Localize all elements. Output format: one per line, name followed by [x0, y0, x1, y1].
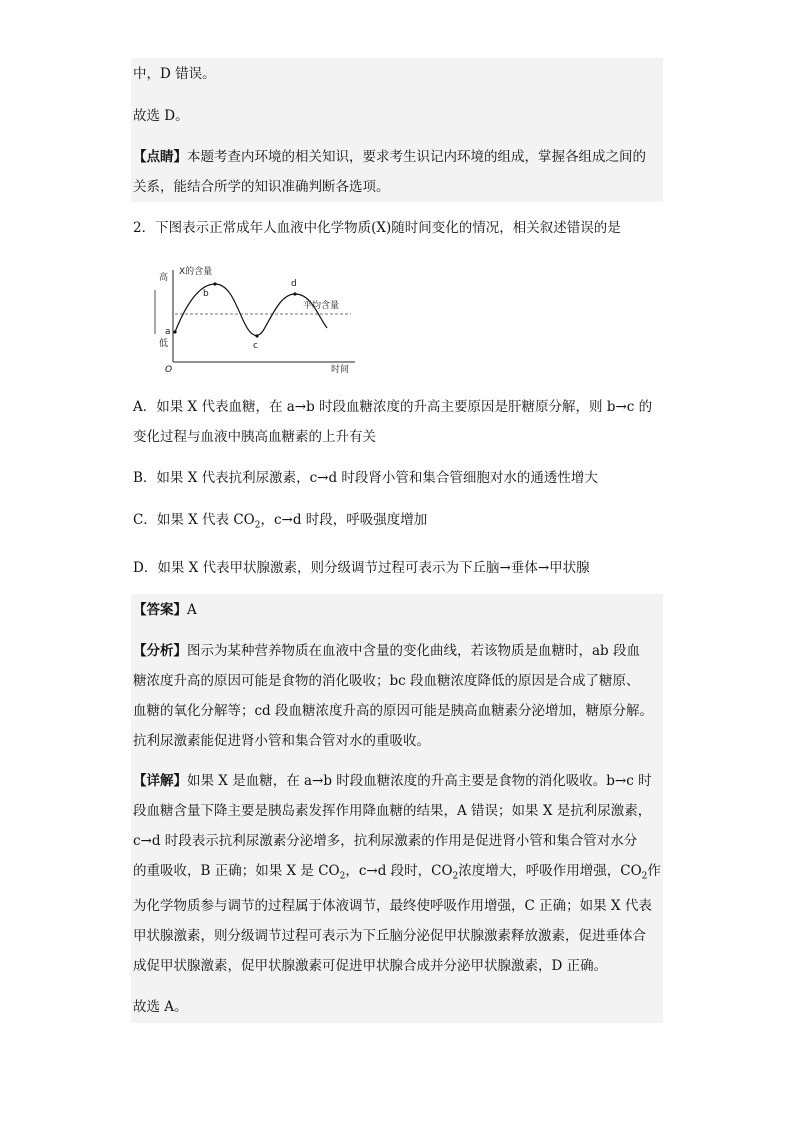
detail-line-3: c→d 时段表示抗利尿激素分泌增多，抗利尿激素的作用是促进肾小管和集合管对水分	[133, 832, 638, 849]
tip-text-1: 本题考查内环境的相关知识，要求考生识记内环境的组成，掌握各组成之间的	[187, 149, 646, 165]
detail-line-5: 为化学物质参与调节的过程属于体液调节，最终使呼吸作用增强，C 正确；如果 X 代表	[133, 898, 652, 915]
curve-svg	[145, 264, 365, 374]
point-c-dot	[255, 334, 258, 337]
option-d: D．如果 X 代表甲状腺激素，则分级调节过程可表示为下丘脑→垂体→甲状腺	[133, 559, 590, 576]
question-stem: 2．下图表示正常成年人血液中化学物质(X)随时间变化的情况，相关叙述错误的是	[133, 220, 621, 236]
label-low: 低	[159, 339, 169, 349]
conclusion-line: 故选 A。	[133, 999, 188, 1016]
label-point-a: a	[165, 327, 171, 337]
analysis-line-4: 抗利尿激素能促进肾小管和集合管对水的重吸收。	[133, 732, 430, 749]
label-average: 平均含量	[303, 301, 340, 311]
analysis-line-2: 糖浓度升高的原因可能是食物的消化吸收；bc 段血糖浓度降低的原因是合成了糖原、	[133, 672, 640, 689]
option-a-line-2: 变化过程与血液中胰高血糖素的上升有关	[133, 429, 376, 445]
content-curve-figure	[145, 264, 365, 374]
prev-line-2: 故选 D。	[133, 108, 189, 124]
label-point-d: d	[291, 279, 297, 289]
label-origin: O	[165, 365, 173, 374]
label-y-axis: X的含量	[179, 267, 213, 277]
point-b-dot	[213, 282, 216, 285]
document-page	[131, 58, 663, 1023]
answer-line	[131, 594, 663, 626]
label-high: 高	[159, 273, 169, 283]
detail-line-1: 【详解】如果 X 是血糖，在 a→b 时段血糖浓度的升高主要是食物的消化吸收。b→c 时	[133, 772, 652, 789]
prev-line-1: 中，D 错误。	[133, 66, 216, 82]
label-x-axis: 时间	[331, 365, 350, 374]
solution-block	[131, 594, 663, 1024]
option-b: B．如果 X 代表抗利尿激素，c→d 时段肾小管和集合管细胞对水的通透性增大	[133, 470, 598, 486]
label-point-b: b	[203, 289, 209, 299]
detail-line-4: 的重吸收，B 正确；如果 X 是 $CO_2$，c→d 段时，$CO_2$浓度增大，呼吸作用增强，$CO_2$作	[133, 862, 661, 882]
detail-line-2: 段血糖含量下降主要是胰岛素发挥作用降血糖的结果，A 错误；如果 X 是抗利尿激素，	[133, 802, 652, 819]
previous-answer-block	[131, 58, 663, 202]
tip-tag: 【点睛】	[133, 149, 187, 165]
tip-paragraph	[131, 142, 663, 172]
option-c: C．如果 X 代表 $CO_2$，c→d 时段，呼吸强度增加	[133, 512, 428, 531]
label-point-c: c	[253, 341, 258, 351]
option-a-line-1: A．如果 X 代表血糖，在 a→b 时段血糖浓度的升高主要原因是肝糖原分解，则 b→c 的	[133, 399, 653, 415]
detail-tag: 【详解】	[133, 772, 187, 789]
point-a-dot	[173, 330, 176, 333]
detail-line-7: 成促甲状腺激素，促甲状腺激素可促进甲状腺合成并分泌甲状腺激素，D 正确。	[133, 958, 608, 975]
tip-text-2: 关系，能结合所学的知识准确判断各选项。	[133, 179, 390, 195]
analysis-tag: 【分析】	[133, 642, 187, 659]
analysis-line-3: 血糖的氧化分解等；cd 段血糖浓度升高的原因可能是胰高血糖素分泌增加，糖原分解。	[133, 702, 653, 719]
analysis-line-1: 【分析】图示为某种营养物质在血液中含量的变化曲线，若该物质是血糖时，ab 段血	[133, 642, 640, 659]
point-d-dot	[293, 292, 296, 295]
answer-value: A	[187, 601, 197, 618]
answer-tag: 【答案】	[133, 601, 187, 618]
detail-line-6: 甲状腺激素，则分级调节过程可表示为下丘脑分泌促甲状腺激素释放激素，促进垂体合	[133, 928, 646, 945]
